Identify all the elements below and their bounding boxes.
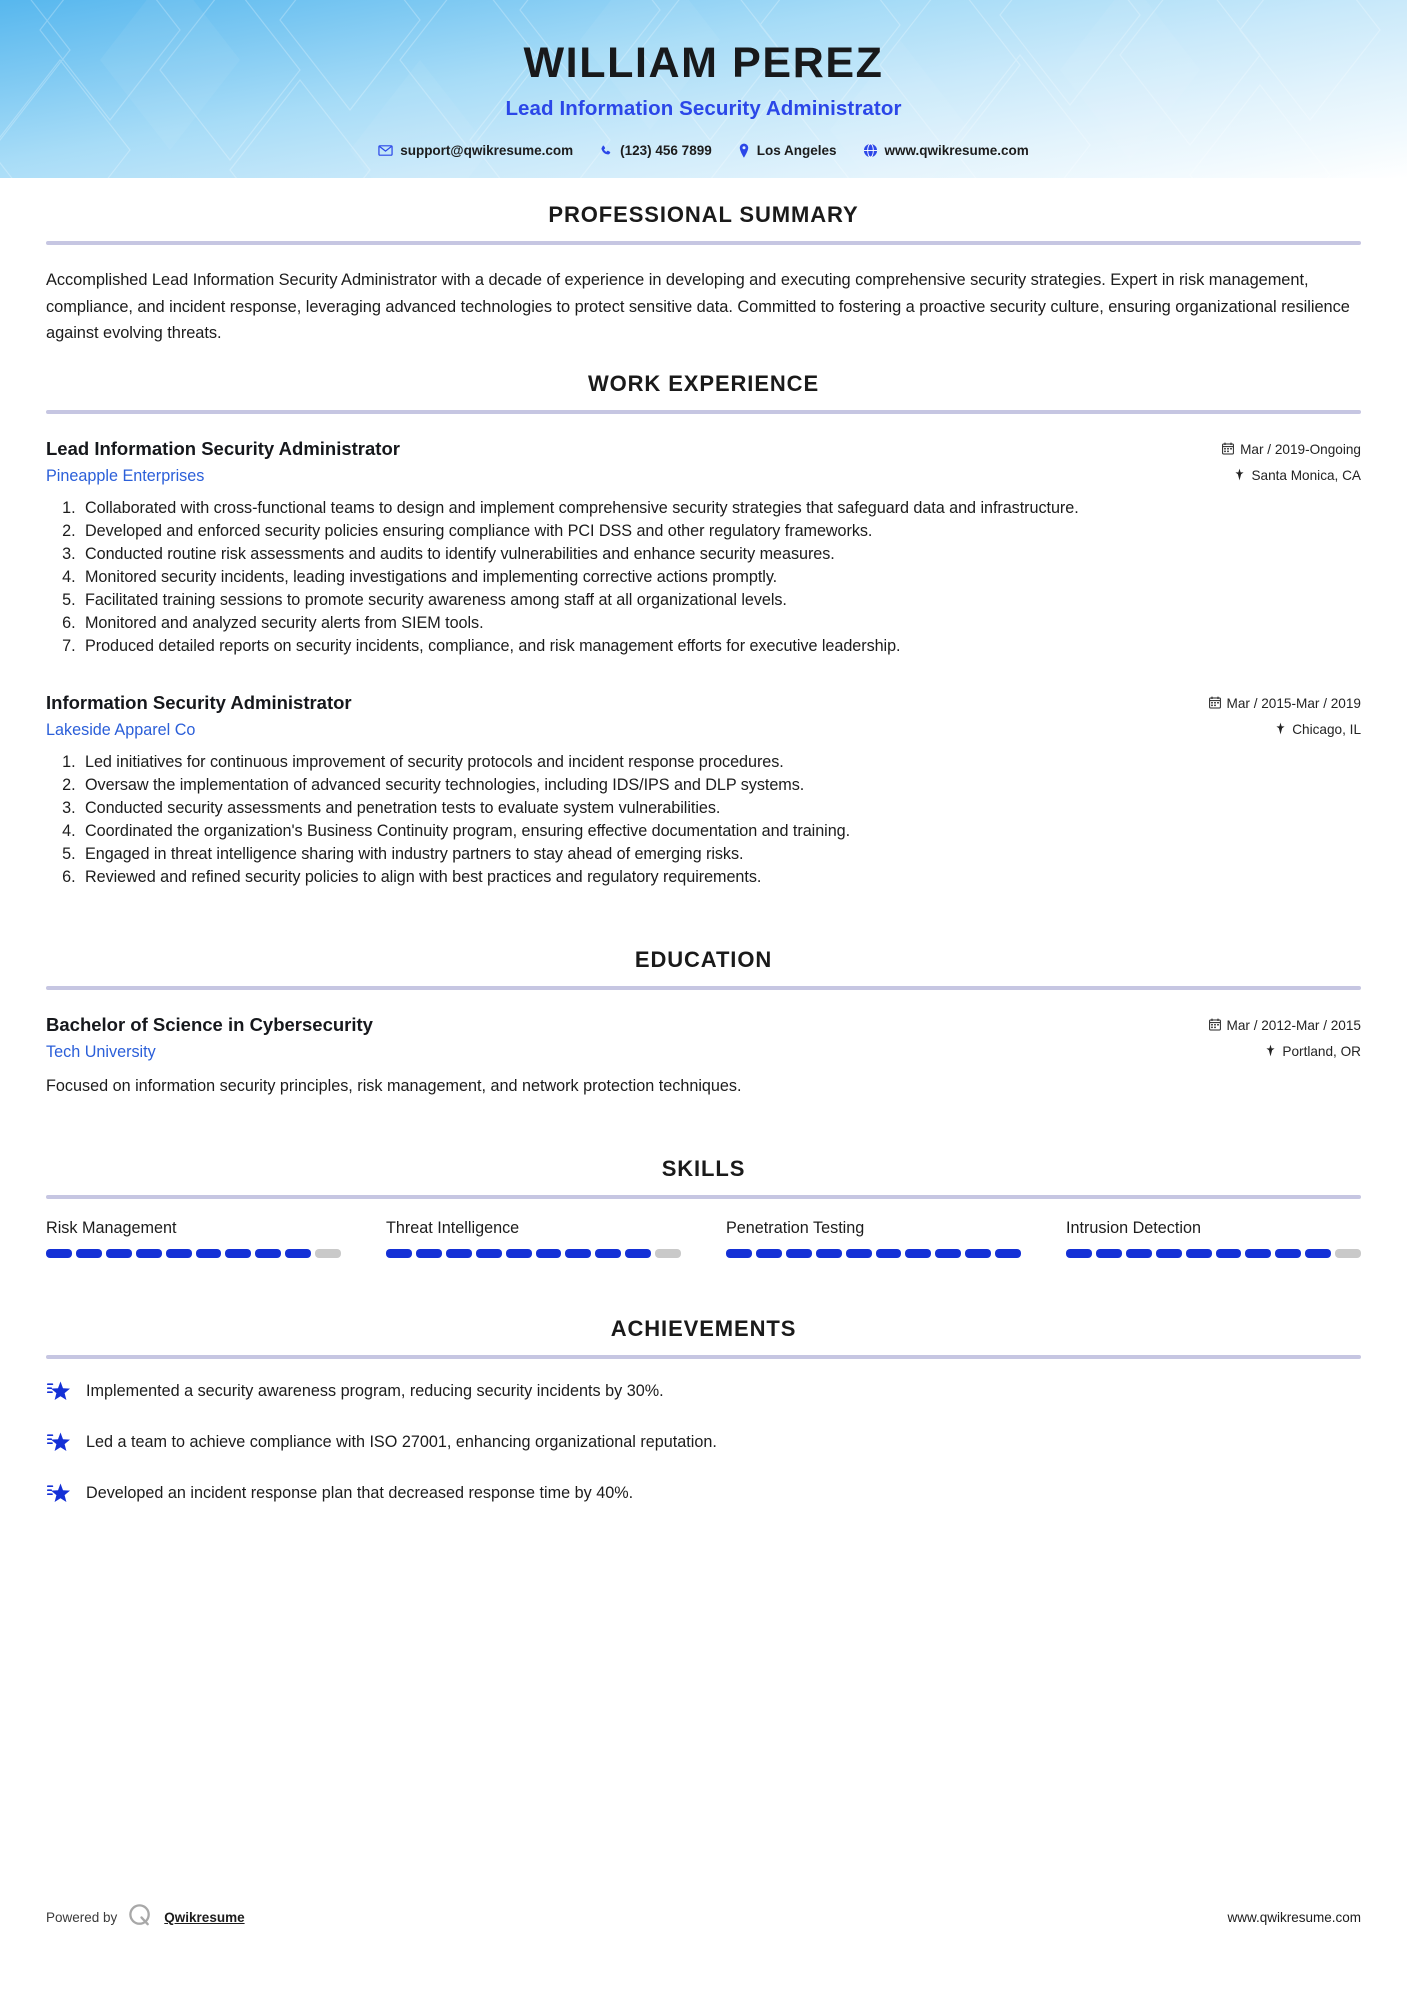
skill-segment [315, 1249, 341, 1258]
skill-item [386, 1219, 681, 1258]
experience-bullets [46, 497, 1361, 658]
globe-icon [863, 143, 878, 158]
skill-segment [386, 1249, 412, 1258]
education-entry-sub [46, 1043, 1361, 1062]
resume-header [0, 0, 1407, 178]
achievement-text: Developed an incident response plan that decreased response time by 40%. [86, 1484, 634, 1503]
calendar-icon [1222, 442, 1234, 458]
contact-phone-text: (123) 456 7899 [620, 143, 712, 159]
experience-entry-sub [46, 721, 1361, 740]
bullet-item: 5. Engaged in threat intelligence sharing with industry partners to stay ahead of emerging risks. [80, 843, 1361, 866]
skill-segment [625, 1249, 651, 1258]
skills-grid [46, 1219, 1361, 1258]
experience-role: Information Security Administrator [46, 691, 352, 713]
star-badge-icon [46, 1481, 72, 1512]
skill-segment [1096, 1249, 1122, 1258]
skill-segment [905, 1249, 931, 1258]
skill-segment [876, 1249, 902, 1258]
powered-by-label: Powered by [46, 1909, 118, 1925]
qwikresume-link[interactable]: Qwikresume [164, 1909, 245, 1925]
skill-segment [935, 1249, 961, 1258]
page-footer [46, 1902, 1361, 1932]
skill-segment [136, 1249, 162, 1258]
skill-level-bar [1066, 1249, 1361, 1258]
skill-segment [285, 1249, 311, 1258]
footer-website[interactable]: www.qwikresume.com [1227, 1909, 1361, 1925]
skill-label: Intrusion Detection [1066, 1219, 1201, 1238]
section-divider [46, 1355, 1361, 1359]
skill-segment [255, 1249, 281, 1258]
bullet-item: 6. Monitored and analyzed security alerts from SIEM tools. [80, 612, 1361, 635]
skill-label: Penetration Testing [726, 1219, 865, 1238]
education-location-text: Portland, OR [1282, 1044, 1361, 1060]
bullet-item: 6. Reviewed and refined security policies to align with best practices and regulatory requirements. [80, 866, 1361, 889]
contact-email[interactable] [365, 143, 586, 158]
section-divider [46, 410, 1361, 414]
summary-text: Accomplished Lead Information Security Administrator with a decade of experience in developing and executing comprehensive security strategies. Expert in risk management, compliance, and incident response, leveraging advanced technologies to protect sensitive data. Committed to fostering a proactive security culture, ensuring organizational resilience against evolving threats. [46, 271, 1350, 343]
map-marker-icon [1275, 722, 1286, 738]
achievements-list [46, 1379, 1361, 1512]
skill-segment [595, 1249, 621, 1258]
achievement-item [46, 1481, 1361, 1512]
section-skills [46, 1132, 1361, 1258]
experience-location [1275, 722, 1361, 738]
skill-label: Threat Intelligence [386, 1219, 520, 1238]
bullet-item: 2. Developed and enforced security policies ensuring compliance with PCI DSS and other regulatory frameworks. [80, 520, 1361, 543]
skill-segment [816, 1249, 842, 1258]
skill-level-bar [46, 1249, 341, 1258]
phone-icon [599, 144, 613, 158]
experience-entry-head [46, 438, 1361, 460]
section-title-summary: PROFESSIONAL SUMMARY [548, 202, 859, 227]
candidate-title: Lead Information Security Administrator [505, 97, 902, 121]
education-organization[interactable]: Tech University [46, 1042, 156, 1061]
contact-location-text: Los Angeles [756, 143, 837, 159]
skill-segment [995, 1249, 1021, 1258]
education-dates-text: Mar / 2012-Mar / 2015 [1226, 1018, 1361, 1034]
skill-segment [1216, 1249, 1242, 1258]
bullet-item: 3. Conducted security assessments and penetration tests to evaluate system vulnerabilities. [80, 797, 1361, 820]
education-entry-head [46, 1014, 1361, 1036]
star-badge-icon [46, 1430, 72, 1461]
skill-segment [46, 1249, 72, 1258]
achievement-item [46, 1379, 1361, 1410]
bullet-item: 2. Oversaw the implementation of advanced security technologies, including IDS/IPS and DLP systems. [80, 774, 1361, 797]
map-marker-icon [1234, 468, 1245, 484]
qwikresume-logo-icon [127, 1902, 154, 1932]
skill-segment [225, 1249, 251, 1258]
section-divider [46, 241, 1361, 245]
experience-entry-sub [46, 467, 1361, 486]
skill-segment [476, 1249, 502, 1258]
section-achievements [46, 1292, 1361, 1512]
section-education [46, 923, 1361, 1098]
skill-segment [655, 1249, 681, 1258]
experience-entry-head [46, 692, 1361, 714]
section-title-achievements: ACHIEVEMENTS [610, 1316, 797, 1342]
envelope-icon [378, 143, 393, 158]
skill-item [726, 1219, 1021, 1258]
skill-segment [1305, 1249, 1331, 1258]
section-title-skills: SKILLS [661, 1156, 746, 1182]
experience-dates [1209, 696, 1362, 712]
experience-entry [46, 438, 1361, 658]
skill-label: Risk Management [46, 1219, 177, 1238]
skill-segment [965, 1249, 991, 1258]
experience-location [1234, 468, 1361, 484]
skill-level-bar [386, 1249, 681, 1258]
experience-bullets [46, 751, 1361, 889]
skill-segment [786, 1249, 812, 1258]
skill-segment [565, 1249, 591, 1258]
achievement-item [46, 1430, 1361, 1461]
experience-entry [46, 692, 1361, 889]
footer-branding [46, 1902, 245, 1932]
experience-organization[interactable]: Lakeside Apparel Co [46, 720, 196, 739]
skill-segment [536, 1249, 562, 1258]
bullet-item: 7. Produced detailed reports on security incidents, compliance, and risk management efforts for executive leadership. [80, 635, 1361, 658]
skill-segment [76, 1249, 102, 1258]
education-dates [1209, 1018, 1362, 1034]
skill-segment [1275, 1249, 1301, 1258]
calendar-icon [1209, 696, 1221, 712]
skill-segment [1126, 1249, 1152, 1258]
education-description: Focused on information security principles, risk management, and network protection techniques. [46, 1076, 742, 1095]
skill-item [1066, 1219, 1361, 1258]
skill-segment [1186, 1249, 1212, 1258]
contact-website-text: www.qwikresume.com [884, 143, 1029, 159]
skill-segment [196, 1249, 222, 1258]
bullet-item: 1. Collaborated with cross-functional teams to design and implement comprehensive security strategies that safeguard data and infrastructure. [80, 497, 1361, 520]
education-location [1265, 1044, 1361, 1060]
map-marker-icon [1265, 1044, 1276, 1060]
skill-level-bar [726, 1249, 1021, 1258]
section-professional-summary [46, 178, 1361, 347]
education-degree: Bachelor of Science in Cybersecurity [46, 1013, 373, 1035]
contact-phone[interactable] [586, 143, 725, 158]
skill-segment [1245, 1249, 1271, 1258]
experience-dates-text: Mar / 2015-Mar / 2019 [1226, 696, 1361, 712]
calendar-icon [1209, 1018, 1221, 1034]
bullet-item: 5. Facilitated training sessions to promote security awareness among staff at all organizational levels. [80, 589, 1361, 612]
experience-location-text: Santa Monica, CA [1251, 468, 1361, 484]
section-divider [46, 986, 1361, 990]
bullet-item: 1. Led initiatives for continuous improvement of security protocols and incident response procedures. [80, 751, 1361, 774]
achievement-text: Led a team to achieve compliance with ISO 27001, enhancing organizational reputation. [86, 1433, 717, 1452]
skill-segment [1066, 1249, 1092, 1258]
candidate-name: WILLIAM PEREZ [523, 39, 884, 87]
experience-organization[interactable]: Pineapple Enterprises [46, 466, 205, 485]
skill-segment [166, 1249, 192, 1258]
skill-segment [846, 1249, 872, 1258]
contact-row [0, 143, 1407, 158]
education-entry [46, 1014, 1361, 1098]
skill-segment [416, 1249, 442, 1258]
skill-item [46, 1219, 341, 1258]
skill-segment [506, 1249, 532, 1258]
star-badge-icon [46, 1379, 72, 1410]
contact-email-text: support@qwikresume.com [400, 143, 574, 159]
contact-website[interactable] [850, 143, 1042, 158]
skill-segment [756, 1249, 782, 1258]
skill-segment [446, 1249, 472, 1258]
skill-segment [726, 1249, 752, 1258]
bullet-item: 4. Monitored security incidents, leading investigations and implementing corrective actions promptly. [80, 566, 1361, 589]
location-pin-icon [738, 143, 750, 158]
experience-role: Lead Information Security Administrator [46, 437, 400, 459]
skill-segment [1335, 1249, 1361, 1258]
section-work-experience [46, 347, 1361, 889]
contact-location [725, 143, 850, 158]
bullet-item: 3. Conducted routine risk assessments and audits to identify vulnerabilities and enhance security measures. [80, 543, 1361, 566]
experience-location-text: Chicago, IL [1292, 722, 1361, 738]
experience-dates-text: Mar / 2019-Ongoing [1240, 442, 1361, 458]
bullet-item: 4. Coordinated the organization's Business Continuity program, ensuring effective documentation and training. [80, 820, 1361, 843]
achievement-text: Implemented a security awareness program, reducing security incidents by 30%. [86, 1382, 664, 1401]
section-divider [46, 1195, 1361, 1199]
section-title-education: EDUCATION [634, 946, 773, 972]
section-title-experience: WORK EXPERIENCE [587, 370, 820, 396]
skill-segment [106, 1249, 132, 1258]
skill-segment [1156, 1249, 1182, 1258]
experience-dates [1222, 442, 1361, 458]
